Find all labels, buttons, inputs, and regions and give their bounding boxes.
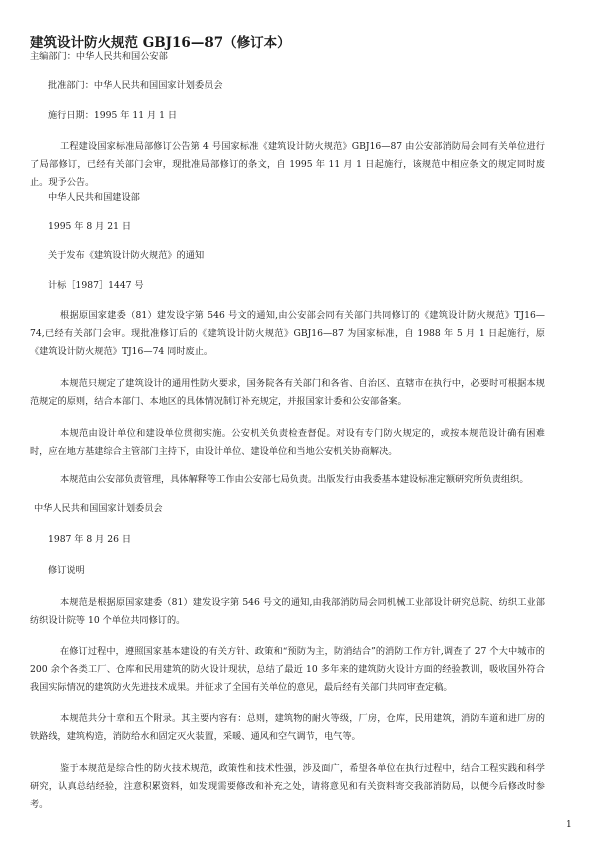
editor-department: 主编部门：中华人民共和国公安部 bbox=[30, 51, 168, 62]
revision-heading: 修订说明 bbox=[48, 565, 85, 576]
revision-paragraph-4: 鉴于本规范是综合性的防火技术规范，政策性和技术性强，涉及面广，希望各单位在执行过程中，结合工程实践和科学研究，认真总结经验，注意积累资料，如发现需要修改和补充之处，请将意见和有关资料寄交我部消防局，以便今后修改时参考。 bbox=[30, 763, 545, 810]
notice-paragraph-2: 本规范只规定了建筑设计的通用性防火要求，国务院各有关部门和各省、自治区、直辖市在执行中，必要时可根据本规范规定的原则，结合本部门、本地区的具体情况制订补充规定，并报国家计委和公安部备案。 bbox=[30, 378, 545, 407]
approver-department: 批准部门：中华人民共和国国家计划委员会 bbox=[48, 80, 223, 91]
issue-date-1987: 1987 年 8 月 26 日 bbox=[48, 534, 132, 545]
announcement-paragraph: 工程建设国家标准局部修订公告第 4 号国家标准《建筑设计防火规范》GBJ16—87 由公安部消防局会同有关单位进行了局部修订，已经有关部门会审，现批准局部修订的条文，自 1995 年 11 月 1 日起施行，该规范中相应条文的规定同时废止。现予公告。 bbox=[30, 141, 545, 188]
page-number: 1 bbox=[566, 820, 572, 830]
issuer-planning-commission: 中华人民共和国国家计划委员会 bbox=[34, 503, 163, 514]
issue-date-1995: 1995 年 8 月 21 日 bbox=[48, 221, 132, 232]
revision-paragraph-1: 本规范是根据原国家建委（81）建发设字第 546 号文的通知,由我部消防局会同机械工业部设计研究总院、纺织工业部纺织设计院等 10 个单位共同修订的。 bbox=[30, 597, 545, 626]
document-title: 建筑设计防火规范 GBJ16—87（修订本） bbox=[30, 35, 291, 51]
issuer-construction-ministry: 中华人民共和国建设部 bbox=[48, 192, 140, 203]
notice-paragraph-3: 本规范由设计单位和建设单位贯彻实施。公安机关负责检查督促。对设有专门防火规定的，或按本规范设计确有困难时，应在地方基建综合主管部门主持下，由设计单位、建设单位和当地公安机关协商解决。 bbox=[30, 428, 545, 457]
effective-date: 施行日期：1995 年 11 月 1 日 bbox=[48, 110, 178, 121]
notice-number: 计标［1987］1447 号 bbox=[48, 280, 144, 291]
notice-paragraph-4: 本规范由公安部负责管理，具体解释等工作由公安部七局负责。出版发行由我委基本建设标准定额研究所负责组织。 bbox=[60, 474, 529, 485]
notice-paragraph-1: 根据原国家建委（81）建发设字第 546 号文的通知,由公安部会同有关部门共同修订的《建筑设计防火规范》TJ16—74,已经有关部门会审。现批准修订后的《建筑设计防火规范》GBJ16—87 为国家标准，自 1988 年 5 月 1 日起施行，原《建筑设计防火规范》TJ16—74 同时废止。 bbox=[30, 310, 545, 357]
revision-paragraph-2: 在修订过程中，遵照国家基本建设的有关方针、政策和“预防为主，防消结合”的消防工作方针,调查了 27 个大中城市的 200 余个各类工厂、仓库和民用建筑的防火设计现状，总结了最近 10 多年来的建筑防火设计方面的经验教训，吸收国外符合我国实际情况的建筑防火先进技术成果。并征求了全国有关单位的意见，最后经有关部门共同审查定稿。 bbox=[30, 646, 545, 693]
revision-paragraph-3: 本规范共分十章和五个附录。其主要内容有：总则，建筑物的耐火等级，厂房，仓库，民用建筑，消防车道和进厂房的铁路线，建筑构造，消防给水和固定灭火装置，采暖、通风和空气调节，电气等。 bbox=[30, 713, 545, 742]
notice-title: 关于发布《建筑设计防火规范》的通知 bbox=[48, 250, 205, 261]
